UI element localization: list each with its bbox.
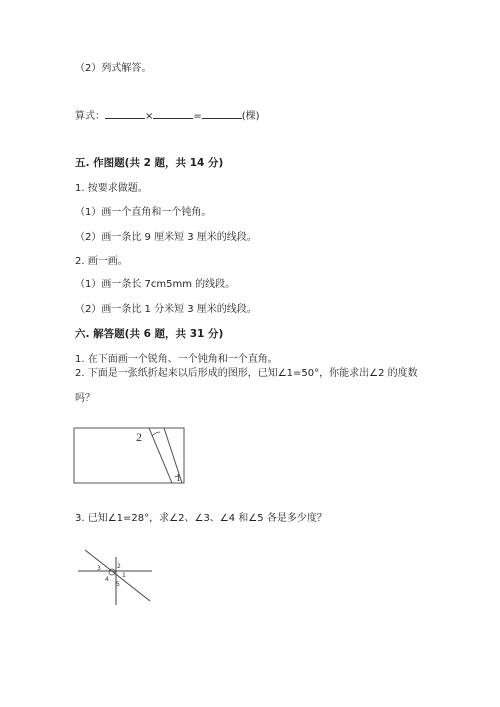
unit-label: (棵) <box>241 111 260 122</box>
s6-question-1: 1. 在下面画一个锐角、一个钝角和一个直角。 <box>75 354 278 365</box>
angle1-label: 1 <box>176 473 181 484</box>
angle-label-3: 3 <box>97 565 101 572</box>
intersection-arc <box>109 569 115 575</box>
diagonal-line <box>85 550 150 601</box>
section5-heading: 五. 作图题(共 2 题，共 14 分) <box>75 157 224 169</box>
part-2-instruction: （2）列式解答。 <box>75 63 152 74</box>
s6-question-3: 3. 已知∠1=28°，求∠2、∠3、∠4 和∠5 各是多少度？ <box>75 513 327 524</box>
angle-label-2: 2 <box>117 563 121 570</box>
s5-question-2-1: （1）画一条长 7cm5mm 的线段。 <box>75 279 236 290</box>
formula-line <box>75 109 260 123</box>
s5-question-2: 2. 画一画。 <box>75 256 128 267</box>
angle-label-4: 4 <box>105 576 109 583</box>
intersecting-lines-figure <box>75 545 155 605</box>
angle2-label: 2 <box>136 430 142 444</box>
s6-question-2-line1: 2. 下面是一张纸折起来以后形成的图形，已知∠1=50°，你能求出∠2 的度数 <box>75 368 418 379</box>
s5-question-1-1: （1）画一个直角和一个钝角。 <box>75 207 212 218</box>
answer-blank-3[interactable] <box>202 109 242 119</box>
answer-blank-2[interactable] <box>153 109 193 119</box>
s5-question-2-2: （2）画一条比 1 分米短 3 厘米的线段。 <box>75 304 257 315</box>
s5-question-1: 1. 按要求做题。 <box>75 183 148 194</box>
s6-question-2-line2: 吗？ <box>75 393 95 404</box>
folded-paper-figure <box>72 420 192 490</box>
formula-prefix: 算式： <box>75 111 105 122</box>
s5-question-1-2: （2）画一条比 9 厘米短 3 厘米的线段。 <box>75 232 257 243</box>
angle-label-1: 1 <box>122 572 126 579</box>
angle-label-5: 5 <box>116 581 120 588</box>
times-sign: × <box>145 111 154 122</box>
answer-blank-1[interactable] <box>105 109 145 119</box>
section6-heading: 六. 解答题(共 6 题，共 31 分) <box>75 328 224 340</box>
equals-sign: = <box>193 111 202 122</box>
